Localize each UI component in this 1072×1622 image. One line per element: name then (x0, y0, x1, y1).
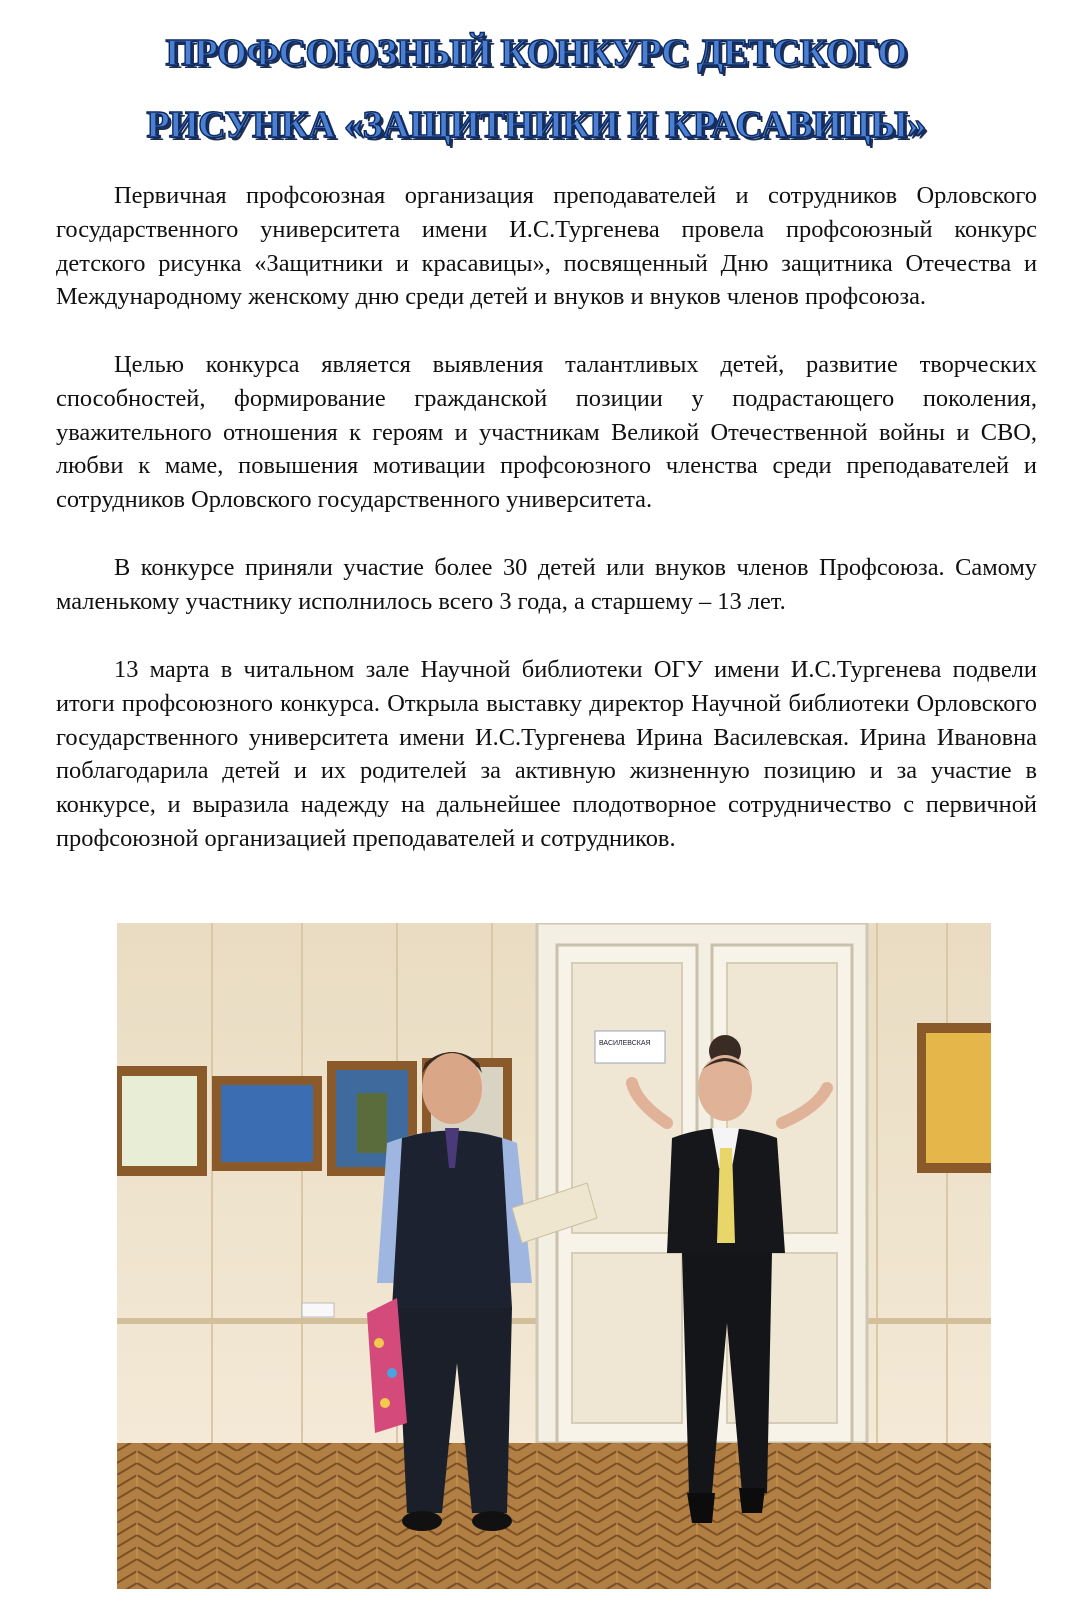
paragraph-intro: Первичная профсоюзная организация преподавателей и сотрудников Орловского государственного университета имени И.С.Тургенева провела профсоюзный конкурс детского рисунка «Защитники и красавицы», посвященный Дню защитника Отечества и Международному женскому дню среди детей и внуков и внуков членов профсоюза. (56, 182, 1037, 311)
page-title-line-2: РИСУНКА «ЗАЩИТНИКИ И КРАСАВИЦЫ» (146, 104, 926, 146)
paragraph-results: 13 марта в читальном зале Научной библиотеки ОГУ имени И.С.Тургенева подвели итоги профсоюзного конкурса. Открыла выставку директор Научной библиотеки Орловского государственного университета имени И.С.Тургенева Ирина Василевская. Ирина Ивановна поблагодарила детей и их родителей за активную жизненную позицию и за участие в конкурсе, и выразила надежду на дальнейшее плодотворное сотрудничество с первичной профсоюзной организацией преподавателей и сотрудников. (56, 656, 1037, 852)
paragraph-participants: В конкурсе приняли участие более 30 детей или внуков членов Профсоюза. Самому маленькому участнику исполнилось всего 3 года, а старшему – 13 лет. (56, 554, 1037, 615)
parquet-floor (117, 1443, 991, 1589)
door-sign-text: ВАСИЛЕВСКАЯ (599, 1040, 651, 1047)
paragraph-goal: Целью конкурса является выявления талантливых детей, развитие творческих способностей, формирование гражданской позиции у подрастающего поколения, уважительного отношения к героям и участникам Великой Отечественной войны и СВО, любви к маме, повышения мотивации профсоюзного членства среди преподавателей и сотрудников Орловского государственного университета. (56, 351, 1037, 514)
page-title-line-1: ПРОФСОЮЗНЫЙ КОНКУРС ДЕТСКОГО (165, 32, 907, 74)
event-photo (117, 923, 991, 1589)
